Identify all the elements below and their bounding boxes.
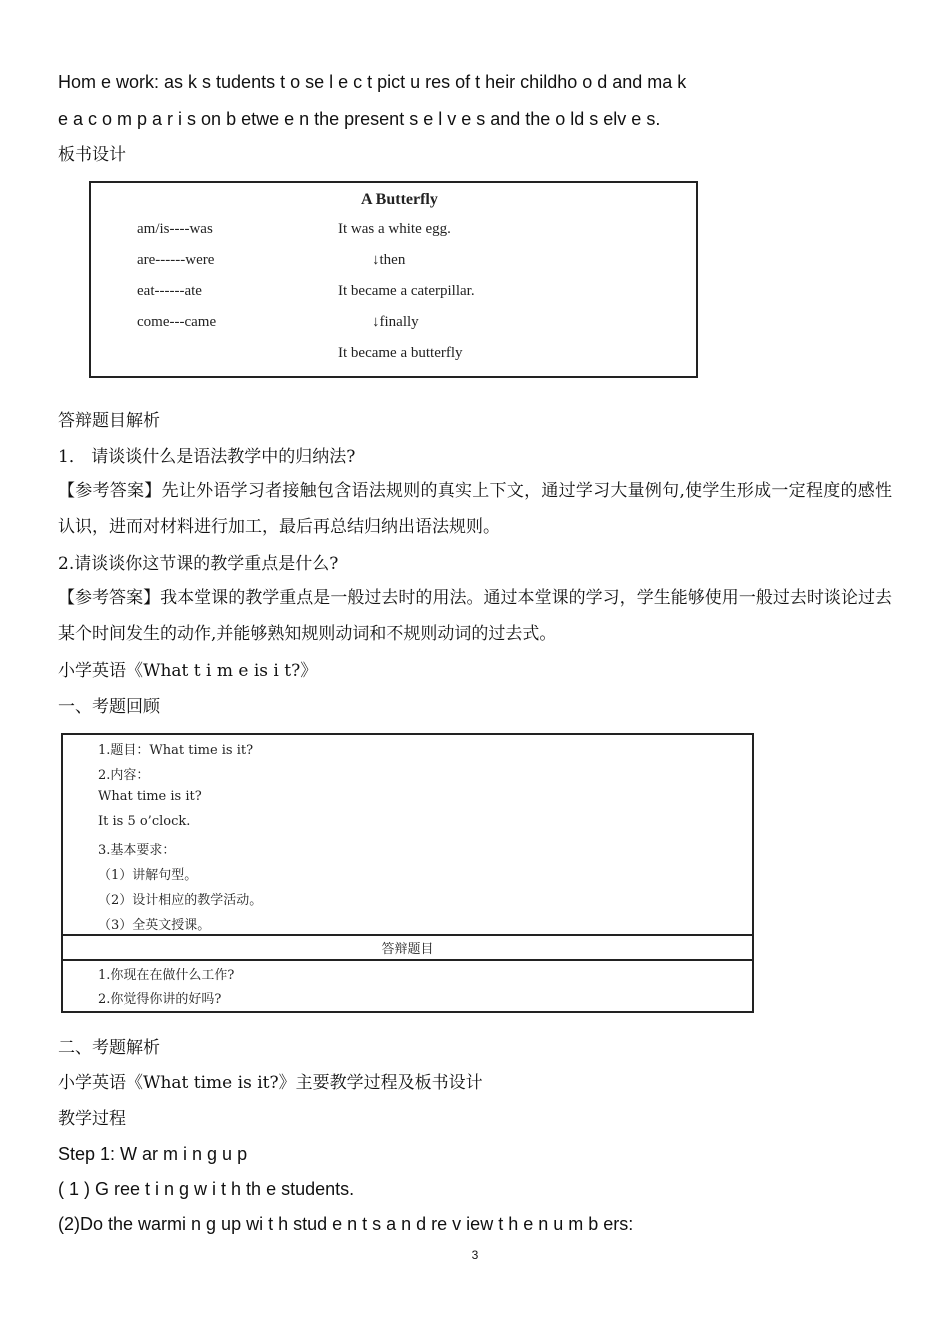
review-line-5: 3.基本要求： bbox=[98, 843, 176, 858]
review-line-4: It is 5 o’clock. bbox=[98, 814, 191, 829]
board-design-heading: 板书设计 bbox=[58, 145, 126, 165]
board-right-1: It was a white egg. bbox=[338, 221, 451, 237]
board-right-5: It became a butterfly bbox=[338, 345, 463, 361]
review-line-8: （3）全英文授课。 bbox=[98, 918, 211, 933]
board-right-4: ↓finally bbox=[372, 314, 419, 330]
review-line-6: （1）讲解句型。 bbox=[98, 868, 198, 883]
board-design-box bbox=[89, 181, 698, 378]
defense-heading: 答辩题目解析 bbox=[58, 411, 160, 431]
homework-line-1: Hom e work: as k s tudents t o se l e c t pict u res of t heir childho o d and ma k bbox=[58, 72, 687, 92]
lesson-title: 小学英语《What t i m e is i t?》 bbox=[58, 661, 318, 681]
board-right-3: It became a caterpillar. bbox=[338, 283, 475, 299]
box-divider-1 bbox=[63, 934, 752, 936]
question-2: 2.请谈谈你这节课的教学重点是什么? bbox=[58, 554, 339, 574]
board-left-2: are------were bbox=[137, 252, 215, 268]
review-line-2: 2.内容： bbox=[98, 768, 150, 783]
review-line-1: 1.题目：What time is it? bbox=[98, 743, 254, 758]
process-title: 小学英语《What time is it?》主要教学过程及板书设计 bbox=[58, 1073, 483, 1093]
board-right-2: ↓then bbox=[372, 252, 406, 268]
defense-header: 答辩题目 bbox=[381, 942, 434, 957]
step-1-item-1: ( 1 ) G ree t i n g w i t h th e students. bbox=[58, 1179, 355, 1199]
review-line-3: What time is it? bbox=[98, 789, 202, 804]
answer-2: 【参考答案】我本堂课的教学重点是一般过去时的用法。通过本堂课的学习，学生能够使用一般过去时谈论过去某个时间发生的动作,并能够熟知规则动词和不规则动词的过去式。 bbox=[58, 588, 892, 644]
homework-line-2: e a c o m p a r i s on b etwe e n the present s e l v e s and the o ld s elv e s. bbox=[58, 109, 661, 129]
question-1: 1． 请谈谈什么是语法教学中的归纳法? bbox=[58, 447, 356, 467]
board-left-4: come---came bbox=[137, 314, 217, 330]
board-left-1: am/is----was bbox=[137, 221, 213, 237]
box-divider-2 bbox=[63, 959, 752, 961]
answer-1: 【参考答案】先让外语学习者接触包含语法规则的真实上下文，通过学习大量例句,使学生形成一定程度的感性认识，进而对材料进行加工，最后再总结归纳出语法规则。 bbox=[58, 481, 892, 537]
defense-item-2: 2.你觉得你讲的好吗? bbox=[98, 992, 222, 1007]
step-1-item-2: (2)Do the warmi n g up wi t h stud e n t s a n d re v iew t h e n u m b ers: bbox=[58, 1214, 634, 1234]
process-heading: 教学过程 bbox=[58, 1109, 126, 1129]
page-number: 3 bbox=[471, 1248, 479, 1262]
board-title: A Butterfly bbox=[361, 191, 438, 208]
review-line-7: （2）设计相应的教学活动。 bbox=[98, 893, 263, 908]
section-2-heading: 二、考题解析 bbox=[58, 1038, 160, 1058]
exam-review-box bbox=[61, 733, 754, 1013]
defense-item-1: 1.你现在在做什么工作? bbox=[98, 968, 235, 983]
step-1: Step 1: W ar m i n g u p bbox=[58, 1144, 248, 1164]
board-left-3: eat------ate bbox=[137, 283, 202, 299]
section-1-heading: 一、考题回顾 bbox=[58, 697, 160, 717]
